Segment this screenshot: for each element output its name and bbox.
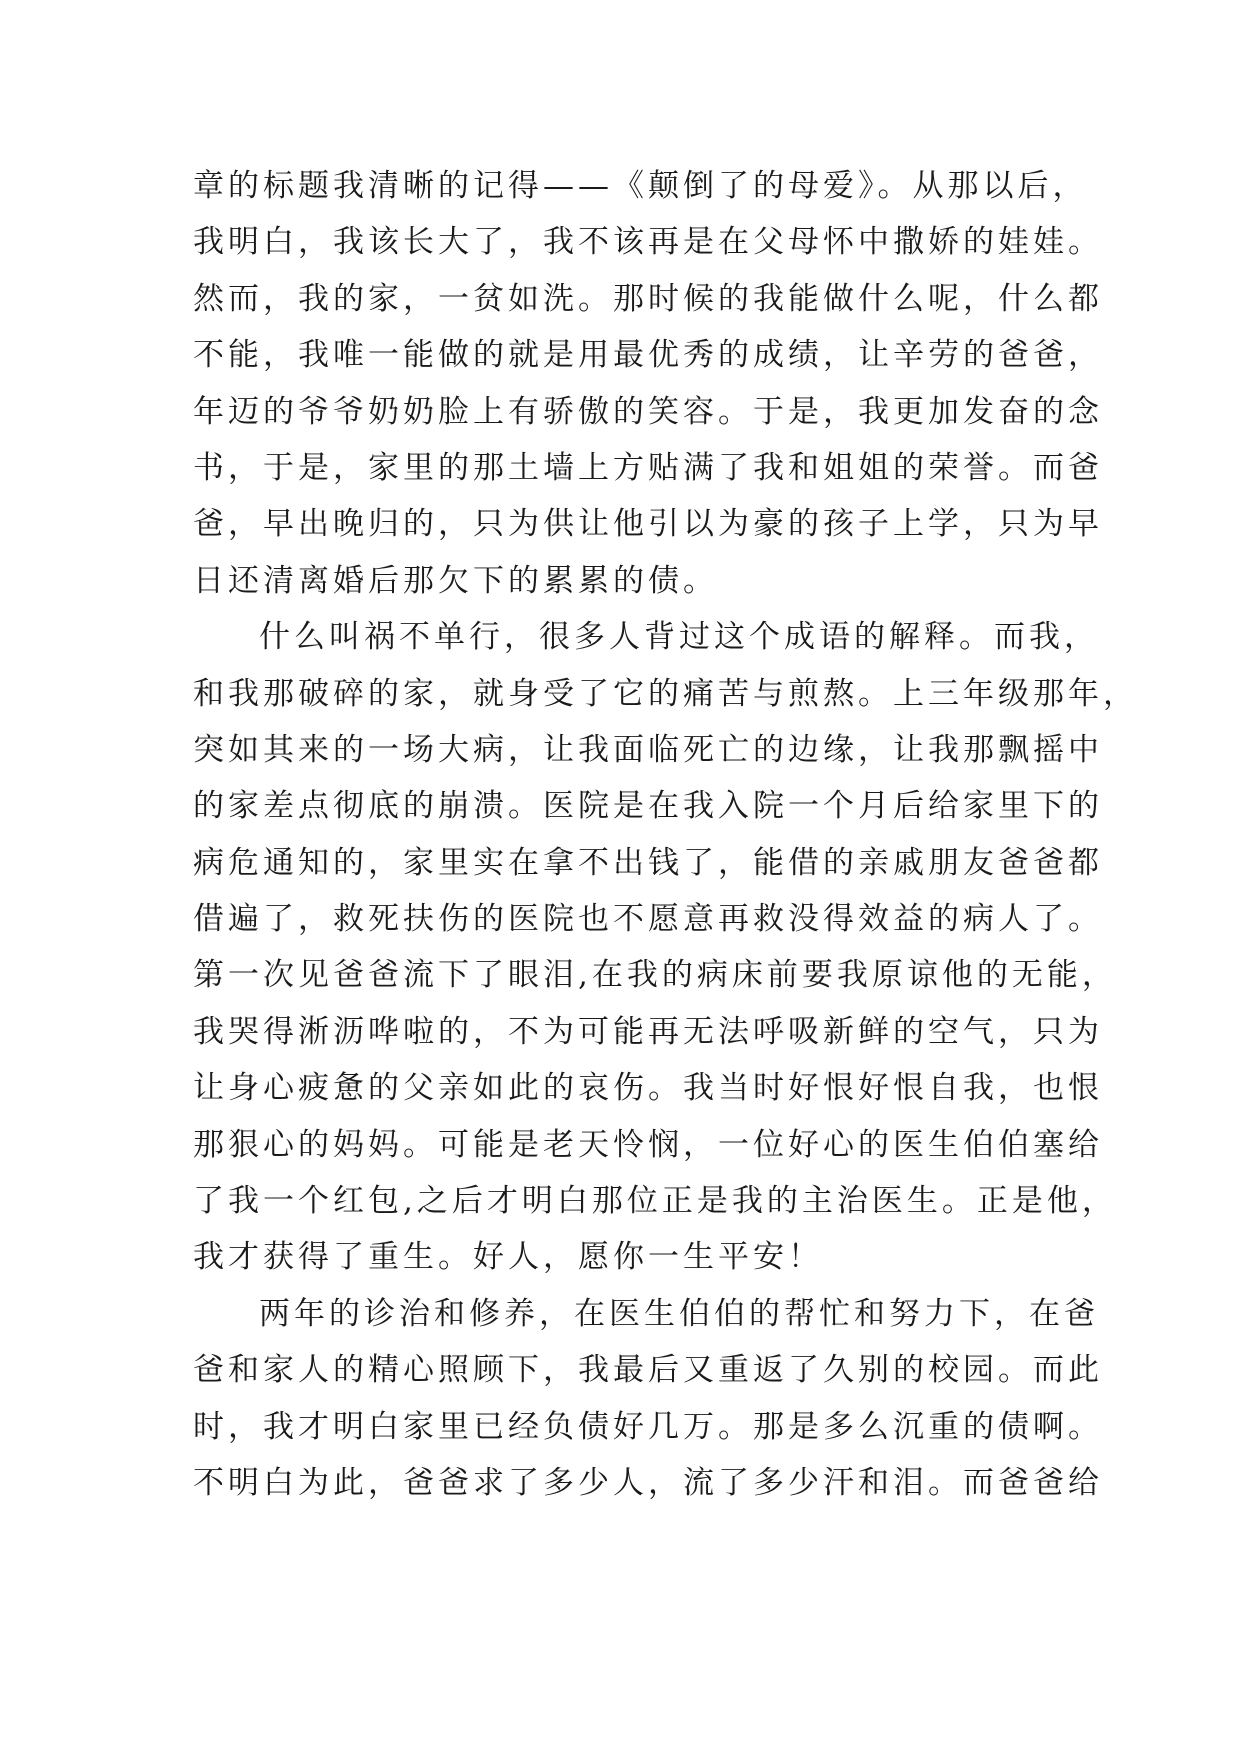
text-line: 然而，我的家，一贫如洗。那时候的我能做什么呢，什么都 [193, 280, 1103, 317]
text-line: 和我那破碎的家，就身受了它的痛苦与煎熬。上三年级那年， [193, 675, 1138, 712]
text-line: 书，于是，家里的那土墙上方贴满了我和姐姐的荣誉。而爸 [193, 449, 1103, 486]
text-line: 日还清离婚后那欠下的累累的债。 [193, 562, 718, 599]
text-line: 年迈的爷爷奶奶脸上有骄傲的笑容。于是，我更加发奋的念 [193, 393, 1103, 430]
text-line: 我哭得淅沥哗啦的，不为可能再无法呼吸新鲜的空气，只为 [193, 1013, 1103, 1050]
text-line: 爸，早出晚归的，只为供让他引以为豪的孩子上学，只为早 [193, 506, 1103, 543]
text-line: 时，我才明白家里已经负债好几万。那是多么沉重的债啊。 [193, 1408, 1103, 1445]
text-line: 的家差点彻底的崩溃。医院是在我入院一个月后给家里下的 [193, 788, 1103, 825]
text-line: 我才获得了重生。好人，愿你一生平安！ [193, 1239, 823, 1276]
text-line: 了我一个红包,之后才明白那位正是我的主治医生。正是他， [193, 1183, 1117, 1220]
text-line: 病危通知的，家里实在拿不出钱了，能借的亲戚朋友爸爸都 [193, 844, 1103, 881]
paragraph-start-line: 什么叫祸不单行，很多人背过这个成语的解释。而我， [259, 619, 1099, 656]
text-line: 突如其来的一场大病，让我面临死亡的边缘，让我那飘摇中 [193, 731, 1103, 768]
text-line: 第一次见爸爸流下了眼泪,在我的病床前要我原谅他的无能， [193, 957, 1117, 994]
body-text [193, 158, 1138, 1511]
text-line: 爸和家人的精心照顾下，我最后又重返了久别的校园。而此 [193, 1352, 1103, 1389]
text-line: 那狠心的妈妈。可能是老天怜悯，一位好心的医生伯伯塞给 [193, 1126, 1103, 1163]
paragraph-start-line: 两年的诊治和修养，在医生伯伯的帮忙和努力下，在爸 [259, 1295, 1099, 1332]
text-line: 让身心疲惫的父亲如此的哀伤。我当时好恨好恨自我，也恨 [193, 1070, 1103, 1107]
text-line: 不能，我唯一能做的就是用最优秀的成绩，让辛劳的爸爸， [193, 337, 1103, 374]
text-line: 借遍了，救死扶伤的医院也不愿意再救没得效益的病人了。 [193, 901, 1103, 938]
text-line: 章的标题我清晰的记得——《颠倒了的母爱》。从那以后， [193, 168, 1088, 204]
text-line: 不明白为此，爸爸求了多少人，流了多少汗和泪。而爸爸给 [193, 1464, 1103, 1501]
text-line: 我明白，我该长大了，我不该再是在父母怀中撒娇的娃娃。 [193, 224, 1103, 261]
